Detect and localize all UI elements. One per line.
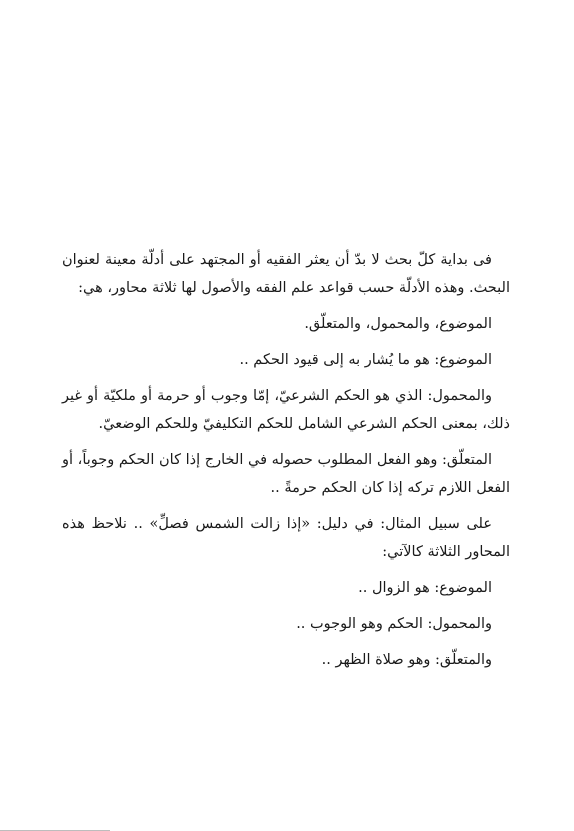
predicate-definition-paragraph: والمحمول: الذي هو الحكم الشرعيّ، إمّا وجوب أو حرمة أو ملكيّة أو غير ذلك، بمعنى الحكم الشرعي الشامل للحكم التكليفيّ وللحكم الوضعيّ. bbox=[62, 388, 510, 432]
example-intro-paragraph: على سبيل المثال: في دليل: «إذا زالت الشمس فصلِّ» .. نلاحظ هذه المحاور الثلاثة كالآتي: bbox=[62, 516, 510, 560]
document-body bbox=[62, 246, 510, 674]
axes-list-paragraph: الموضوع، والمحمول، والمتعلّق. bbox=[304, 316, 492, 332]
example-object-paragraph: والمتعلّق: وهو صلاة الظهر .. bbox=[321, 652, 492, 668]
subject-definition-paragraph: الموضوع: هو ما يُشار به إلى قيود الحكم .. bbox=[239, 352, 492, 368]
example-predicate-paragraph: والمحمول: الحكم وهو الوجوب .. bbox=[296, 616, 492, 632]
example-subject-paragraph: الموضوع: هو الزوال .. bbox=[358, 580, 492, 596]
intro-paragraph: فى بداية كلّ بحث لا بدّ أن يعثر الفقيه أو المجتهد على أدلّة معينة لعنوان البحث. وهذه الأدلّة حسب قواعد علم الفقه والأصول لها ثلاثة محاور، هي: bbox=[62, 252, 510, 296]
object-definition-paragraph: المتعلّق: وهو الفعل المطلوب حصوله في الخارج إذا كان الحكم وجوباً، أو الفعل اللازم تركه إذا كان الحكم حرمةً .. bbox=[62, 452, 510, 496]
